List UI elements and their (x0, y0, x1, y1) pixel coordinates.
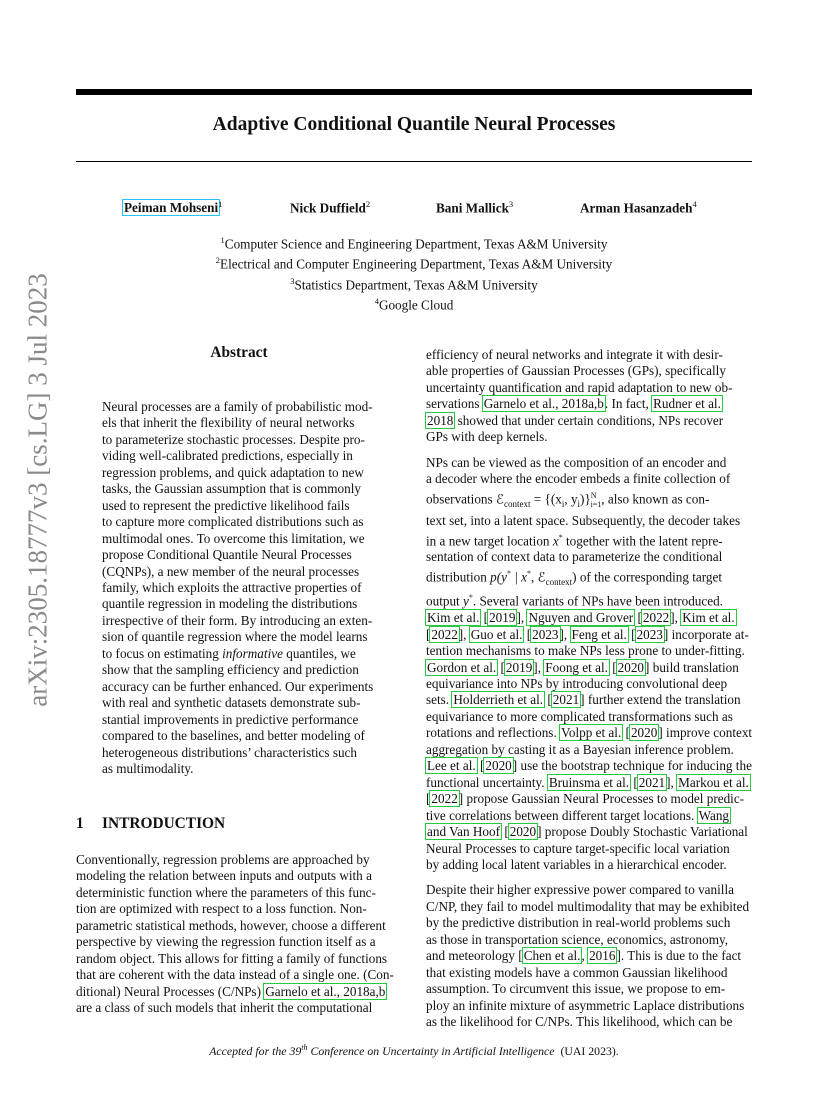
citation-link[interactable]: Guo et al. (470, 626, 523, 642)
text-span (209, 1044, 554, 1058)
text-span: aggregation by casting it as a Bayesian inference problem. (426, 741, 734, 757)
text-span: observations (426, 491, 493, 507)
citation-link[interactable]: Garnelo et al., 2018a,b (483, 396, 604, 412)
text-span: of the corresponding target (579, 569, 723, 585)
text-span: equivariance to more complicated transformations such as (426, 708, 733, 724)
text-span: 2 (215, 255, 221, 266)
text-span: tion are optimized with respect to a loss function. Non- (76, 901, 367, 917)
text-span: improve context (666, 725, 753, 741)
text-span: , also known as con- (601, 491, 710, 507)
text-span: by the predictive distribution in real-world problems such (426, 915, 731, 931)
author-3-name: Bani Mallick (436, 200, 509, 216)
citation-link[interactable]: Gordon et al. (427, 659, 497, 675)
text-span: irrespective of their form. By introducing an exten- (102, 612, 373, 628)
text-span: use the bootstrap technique for inducing the (520, 758, 752, 774)
citation-link[interactable]: Wang (698, 807, 730, 823)
title-top-rule (76, 89, 752, 95)
text-span: * (558, 532, 563, 542)
text-span: in a new target location (426, 532, 550, 548)
text-span: i=1 (590, 499, 602, 509)
affiliation-2 (76, 252, 752, 272)
text-span: INTRODUCTION (102, 815, 226, 832)
citation-link[interactable]: Lee et al. (427, 758, 476, 774)
citation-link[interactable]: 2019 (505, 659, 533, 675)
text-span: Lee et al. [2020] use the bootstrap technique for inducing the (427, 758, 752, 774)
text-span: able properties of Gaussian Processes (GPs), specifically (426, 363, 726, 379)
text-span: informative (222, 645, 283, 661)
citation-link[interactable]: 2020 (509, 824, 537, 840)
text-span: uncertainty quantification and rapid adaptation to new ob- (426, 379, 733, 395)
paragraph-3 (426, 882, 754, 1030)
text-span: i (561, 498, 565, 509)
text-span: accuracy can be further enhanced. Our experiments (102, 678, 374, 694)
text-span: Statistics Department, Texas A&M University (294, 277, 538, 293)
text-span: deterministic function where the parameters of this func- (76, 884, 376, 900)
text-span: GPs with deep kernels. (426, 429, 548, 445)
text-span: as the likelihood for C/NPs. This likelihood, which can be (426, 1014, 733, 1030)
author-3 (436, 199, 513, 216)
citation-link[interactable]: Kim et al. (427, 610, 480, 626)
text-span: quantiles, we (286, 645, 356, 661)
paragraph-1 (426, 347, 754, 446)
text-span (76, 852, 402, 868)
text-span: to focus on estimating (102, 645, 219, 661)
text-span: i (577, 498, 581, 509)
paragraph-2 (426, 455, 754, 874)
citation-link[interactable]: Holderrieth et al. (453, 692, 544, 708)
text-span: N (590, 490, 597, 500)
text-span (102, 646, 378, 662)
text-span: random object. This allows for fitting a family of functions (76, 950, 388, 966)
text-span: y (463, 593, 469, 609)
text-span: efficiency of neural networks and integrate it with desir- (426, 347, 723, 362)
text-span: p(y (490, 569, 507, 585)
text-span: that are coherent with the data instead of a single one. (Con- (76, 967, 394, 983)
text-span: , y (564, 491, 578, 507)
text-span: sion of quantile regression where the model learns (102, 629, 368, 645)
text-span: | x (510, 569, 528, 585)
text-span: 4 (374, 296, 379, 307)
affiliation-3 (76, 273, 752, 293)
right-column (426, 347, 754, 1031)
affiliation-1 (76, 232, 752, 252)
author-2-sup: 2 (365, 199, 371, 209)
text-span: ℰ (495, 491, 504, 507)
text-span (426, 530, 754, 550)
text-span: . Several variants of NPs have been introduced. (472, 593, 723, 609)
text-span: Kim et al. [2019], Nguyen and Grover [2022], Kim et al. (427, 610, 735, 626)
citation-link[interactable]: and Van Hoof (427, 824, 501, 840)
text-span: sets. (426, 692, 450, 708)
citation-link[interactable]: 2020 (630, 725, 658, 741)
text-span: are a class of such models that inherit the computational (76, 1000, 373, 1016)
footer-note (76, 1043, 752, 1059)
citation-link[interactable]: Volpp et al. (561, 725, 622, 741)
citation-link[interactable]: 2016 (589, 948, 616, 964)
citation-link[interactable]: 2021 (552, 692, 580, 708)
text-span: with real and synthetic datasets demonstrate sub- (102, 695, 361, 711)
text-span: functional uncertainty. Bruinsma et al. [2021], Markou et al. (426, 774, 749, 790)
text-span: Conference on Uncertainty in Artificial Intelligence (307, 1043, 555, 1058)
affiliation-4 (76, 293, 752, 313)
citation-link[interactable]: Foong et al. (545, 659, 608, 675)
text-span: , ℰ (531, 569, 546, 585)
citation-link[interactable]: 2023 (532, 626, 559, 642)
text-span: that existing models have a common Gaussian likelihood (426, 964, 728, 980)
text-span: 1 (220, 235, 225, 245)
text-span: show that the sampling efficiency and prediction (102, 662, 359, 678)
text-span: propose Doubly Stochastic Variational (544, 824, 748, 840)
text-span: showed that under certain conditions, NPs recover (457, 412, 724, 428)
text-span: . In fact, (604, 396, 649, 412)
text-span: sentation of context data to parameterize the conditional (426, 549, 723, 565)
abstract-body (102, 399, 378, 777)
text-span: viding well-calibrated predictions, especially in (102, 448, 353, 464)
citation-link[interactable]: Garnelo et al., 2018a,b (265, 983, 386, 999)
text-span: [2022] propose Gaussian Neural Processes to model predic- (426, 791, 745, 807)
citation-link[interactable]: 2022 (431, 791, 458, 807)
text-span: further extend the translation (587, 692, 741, 708)
text-span: Accepted for the 39 (209, 1043, 302, 1058)
citation-link[interactable]: 2019 (489, 610, 516, 626)
text-span: x (552, 532, 559, 548)
text-span: ditional) Neural Processes (C/NPs) (76, 983, 261, 999)
text-span: NPs can be viewed as the composition of an encoder and (426, 454, 727, 470)
text-span: Google Cloud (378, 297, 454, 313)
text-span: rotations and reflections. Volpp et al. [2020] improve context (426, 725, 753, 741)
text-span: Computer Science and Engineering Department, Texas A&M University (224, 236, 608, 252)
arxiv-stamp-text: arXiv:2305.18777v3 [cs.LG] 3 Jul 2023 (22, 273, 53, 707)
text-span: propose Gaussian Neural Processes to model predic- (466, 791, 745, 807)
text-span: to capture more complicated distributions such as (102, 514, 364, 530)
text-span: to parameterize stochastic processes. Despite pro- (102, 431, 365, 447)
text-span: context (545, 576, 573, 587)
text-span: tive correlations between different target locations. (426, 807, 695, 823)
text-span: . This is due to the fact (620, 948, 742, 964)
text-span (426, 413, 754, 429)
text-span: * (468, 593, 473, 603)
author-1-link[interactable]: Peiman Mohseni (124, 200, 219, 216)
text-span: equivariance into NPs by introducing convolutional deep (426, 676, 728, 691)
citation-link[interactable]: Bruinsma et al. (548, 774, 630, 790)
affiliations (76, 232, 752, 314)
citation-link[interactable]: 2021 (638, 774, 666, 790)
text-span: output (426, 593, 460, 609)
text-span: incorporate at- (671, 626, 749, 642)
text-span: build translation (652, 659, 739, 675)
text-span: stantial improvements in predictive performance (102, 711, 359, 727)
citation-link[interactable]: Kim et al. (682, 610, 735, 626)
text-span (76, 984, 402, 1000)
citation-link[interactable]: 2018 (427, 412, 454, 428)
author-4-name: Arman Hasanzadeh (580, 200, 693, 216)
text-span: Electrical and Computer Engineering Department, Texas A&M University (220, 256, 613, 272)
author-1-sup: 1 (218, 199, 223, 209)
text-span: rotations and reflections. (426, 725, 557, 741)
citation-link[interactable]: Chen et al. (523, 948, 581, 964)
citation-link[interactable]: 2023 (636, 626, 663, 642)
text-span: heterogeneous distributions’ characteristics such (102, 744, 357, 760)
author-4-sup: 4 (692, 199, 697, 209)
text-span: )} (580, 491, 591, 507)
text-span: a decoder where the encoder embeds a finite collection of (426, 471, 731, 487)
author-3-sup: 3 (508, 199, 514, 209)
text-span: 3 (290, 275, 295, 286)
citation-link[interactable]: Markou et al. (678, 774, 749, 790)
text-span: together with the latent repre- (565, 532, 723, 548)
text-span: as multimodality. (102, 760, 194, 776)
text-span (426, 566, 754, 590)
text-span: family, which exploits the attractive properties of (102, 579, 362, 595)
text-span: quantile regression in modeling the distributions (102, 596, 358, 612)
text-span: Gordon et al. [2019], Foong et al. [2020] build translation (427, 659, 739, 675)
text-span: th (301, 1043, 308, 1052)
text-span: modeling the relation between inputs and outputs with a (76, 868, 372, 884)
text-span: propose Conditional Quantile Neural Processes (102, 547, 352, 563)
text-span: functional uncertainty. (426, 774, 545, 790)
text-span: ) (572, 569, 577, 585)
text-span: els that inherit the flexibility of neural networks (102, 415, 355, 431)
text-span: Neural Processes to capture target-specific local variation (426, 840, 730, 856)
text-span: used to represent the predictive likelihood fails (102, 497, 350, 513)
citation-link[interactable]: 2020 (485, 758, 512, 774)
text-span: and Van Hoof [2020] propose Doubly Stochastic Variational (427, 824, 748, 840)
citation-link[interactable]: Nguyen and Grover (528, 610, 634, 626)
citation-link[interactable]: 2022 (431, 626, 458, 642)
text-span: Despite their higher expressive power compared to vanilla (426, 882, 734, 898)
text-span: Neural processes are a family of probabilistic mod- (102, 399, 373, 414)
text-span (426, 808, 754, 824)
text-span: and meteorology [Chen et al., 2016]. This is due to the fact (426, 948, 742, 964)
text-span: perspective by viewing the regression function itself as a (76, 934, 376, 950)
citation-link[interactable]: Feng et al. (571, 626, 627, 642)
text-span: Conventionally, regression problems are approached by (76, 852, 370, 867)
paper-title: Adaptive Conditional Quantile Neural Processes (212, 114, 616, 135)
section-1-heading (76, 815, 225, 833)
text-span: compared to the baselines, and better modeling of (102, 728, 365, 744)
text-span (426, 396, 754, 412)
text-span: servations (426, 396, 480, 412)
citation-link[interactable]: 2020 (617, 659, 645, 675)
text-span: tasks, the Gaussian assumption that is commonly (102, 481, 361, 497)
text-span: as those in transportation science, economics, astronomy, (426, 931, 729, 947)
text-span: regression problems, and quick adaptation to new (102, 464, 364, 480)
text-span: multimodal ones. To overcome this limitation, we (102, 530, 365, 546)
text-span: = {(x (530, 491, 562, 507)
citation-link[interactable]: 2022 (642, 610, 670, 626)
text-span: 1 (76, 815, 84, 832)
text-span: distribution (426, 569, 487, 585)
text-span (426, 590, 754, 610)
text-span: text set, into a latent space. Subsequently, the decoder takes (426, 513, 741, 529)
text-span: tention mechanisms to make NPs less prone to under-fitting. (426, 643, 745, 659)
text-span: assumption. To circumvent this issue, we propose to em- (426, 981, 726, 997)
text-span: * (527, 568, 532, 578)
text-span: (UAI 2023). (560, 1043, 619, 1058)
author-2-name: Nick Duffield (290, 200, 366, 216)
text-span: [2022], Guo et al. [2023], Feng et al. [2023] incorporate at- (426, 626, 749, 642)
text-span: sets. Holderrieth et al. [2021] further extend the translation (426, 692, 741, 708)
text-span: context (503, 498, 531, 509)
text-span: C/NP, they fail to model multimodality that may be exhibited (426, 898, 750, 914)
text-span: (CQNPs), a new member of the neural processes (102, 563, 360, 579)
intro-body (76, 852, 402, 1017)
author-2 (290, 199, 370, 216)
author-1[interactable] (124, 199, 222, 216)
text-span: and meteorology (426, 948, 515, 964)
citation-link[interactable]: Rudner et al. (653, 396, 721, 412)
text-span: ploy an infinite mixture of asymmetric Laplace distributions (426, 997, 745, 1013)
abstract-heading: Abstract (210, 344, 268, 361)
text-span: by adding local latent variables in a hierarchical encoder. (426, 856, 727, 872)
author-4 (580, 199, 697, 216)
text-span: parametric statistical methods, however, choose a different (76, 917, 386, 933)
text-span: * (506, 568, 511, 578)
text-span (426, 488, 754, 513)
title-bottom-rule (76, 161, 752, 162)
